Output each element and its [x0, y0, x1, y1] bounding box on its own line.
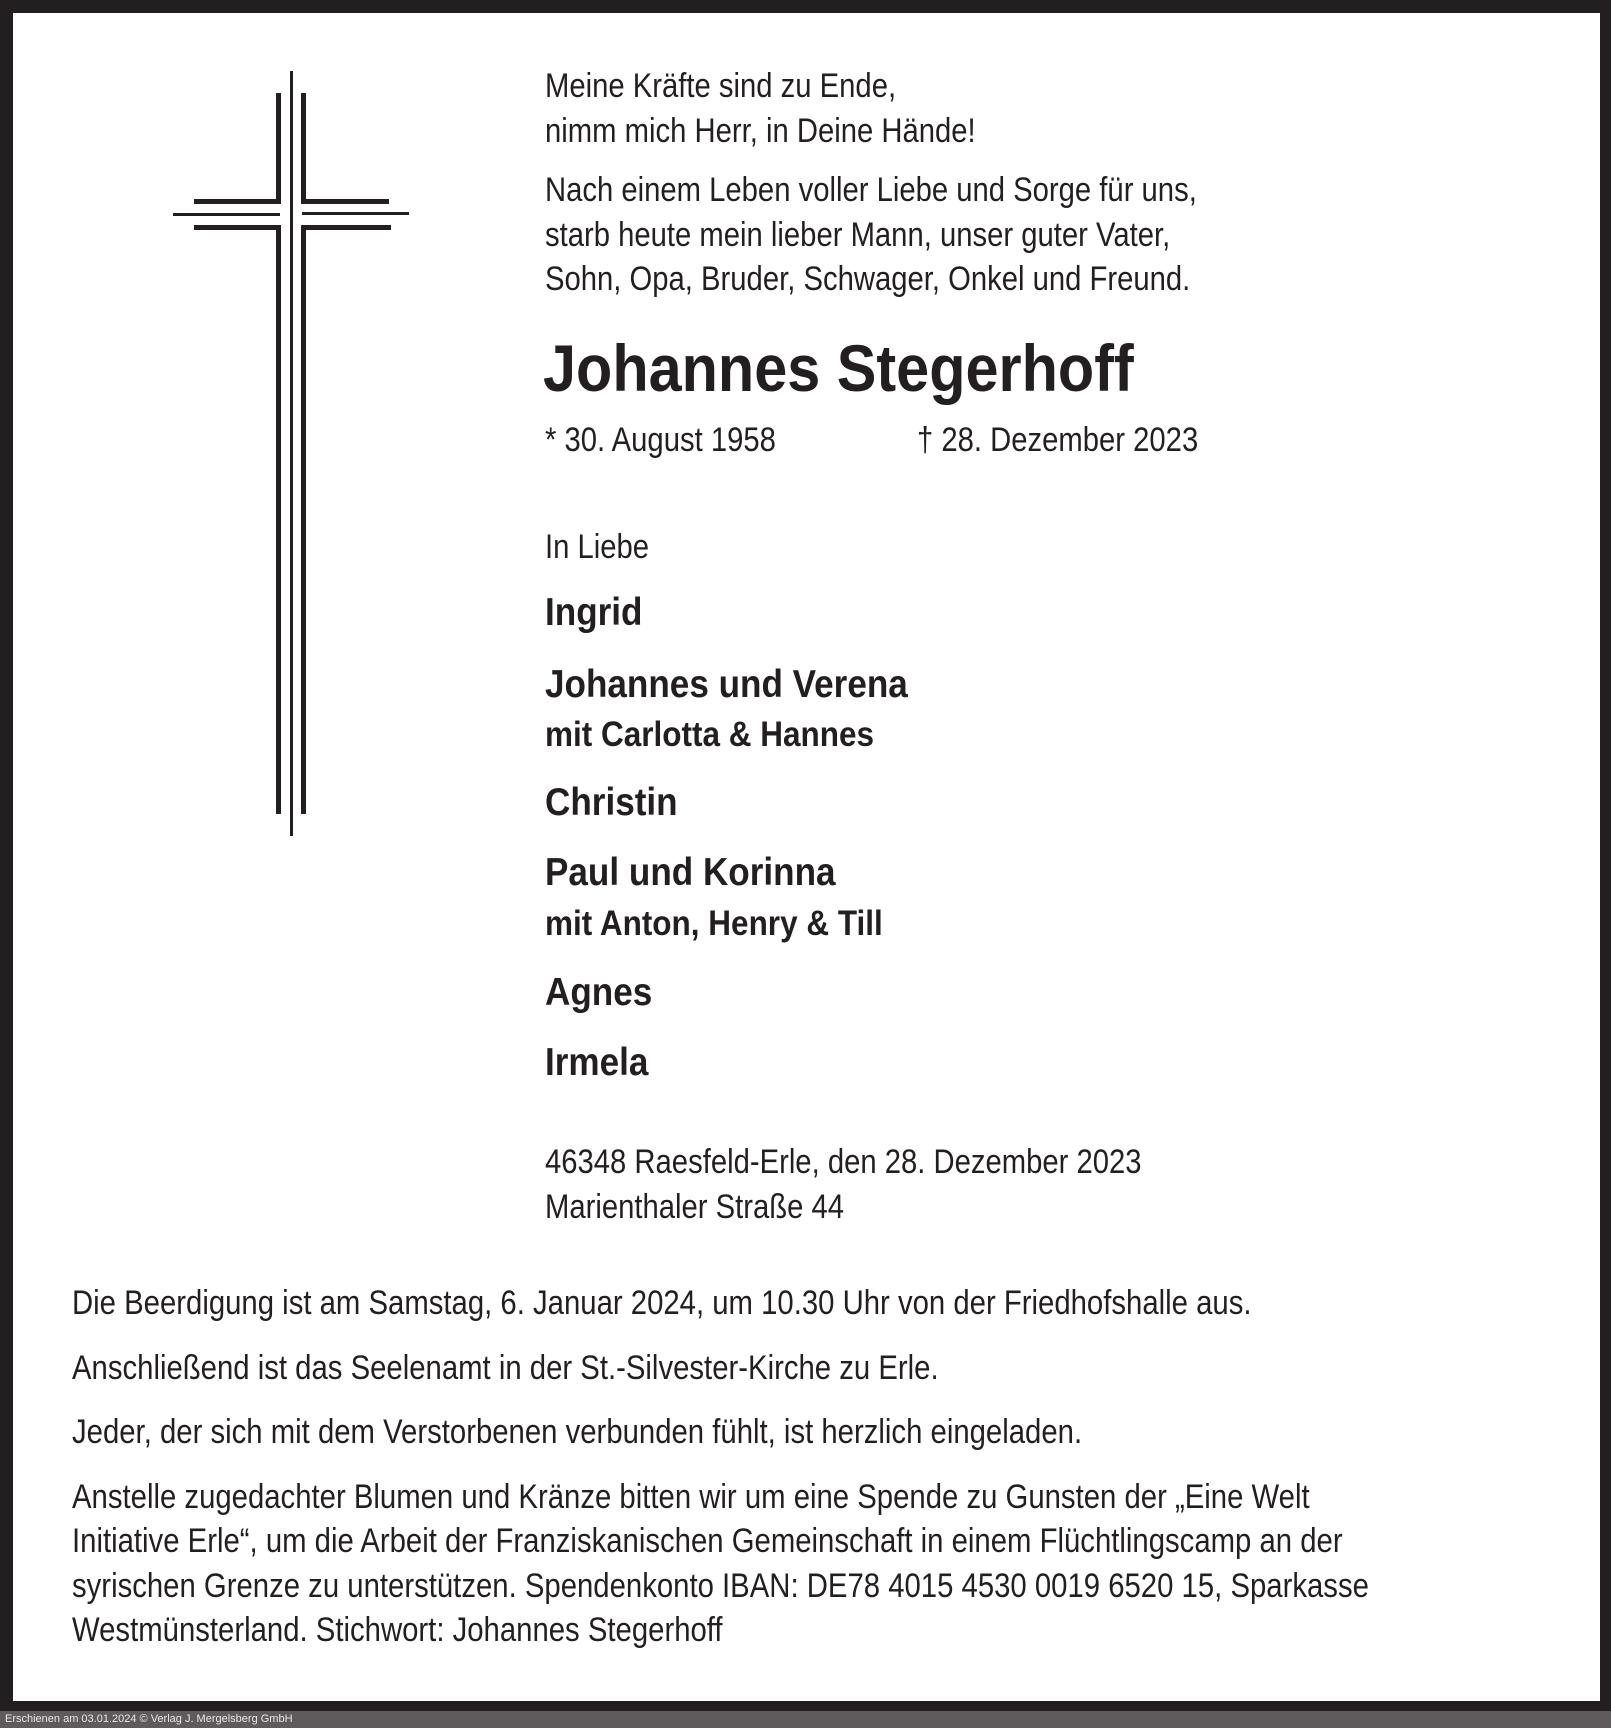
mourner-sub: mit Carlotta & Hannes — [545, 715, 875, 754]
in-love-label: In Liebe — [545, 528, 650, 566]
intro-line: Sohn, Opa, Bruder, Schwager, Onkel und Freund. — [545, 260, 1191, 298]
mourner-name: Agnes — [545, 971, 653, 1014]
mourner-name: Johannes und Verena — [545, 663, 908, 706]
cross-left-horizontal-lower — [194, 225, 281, 230]
mourner-name: Paul und Korinna — [545, 851, 836, 894]
donation-text: Westmünsterland. Stichwort: Johannes Stegerhoff — [72, 1611, 723, 1649]
funeral-info: Anschließend ist das Seelenamt in der St.-Silvester-Kirche zu Erle. — [72, 1349, 939, 1387]
cross-right-horizontal-lower — [301, 225, 391, 230]
publication-credit: Erschienen am 03.01.2024 © Verlag J. Mergelsberg GmbH — [0, 1711, 1611, 1728]
death-date: † 28. Dezember 2023 — [917, 421, 1199, 459]
verse-line: Meine Kräfte sind zu Ende, — [545, 67, 897, 105]
cross-left-horizontal-line — [173, 213, 280, 216]
address-line: Marienthaler Straße 44 — [545, 1188, 845, 1226]
donation-text: Initiative Erle“, um die Arbeit der Franziskanischen Gemeinschaft in einem Flüchtlingscamp an der — [72, 1522, 1343, 1560]
mourner-name: Christin — [545, 781, 678, 824]
mourner-name: Ingrid — [545, 591, 643, 634]
funeral-info: Die Beerdigung ist am Samstag, 6. Januar 2024, um 10.30 Uhr von der Friedhofshalle aus. — [72, 1284, 1252, 1322]
donation-text: Anstelle zugedachter Blumen und Kränze bitten wir um eine Spende zu Gunsten der „Eine Welt — [72, 1478, 1310, 1516]
verse-line: nimm mich Herr, in Deine Hände! — [545, 112, 976, 150]
cross-right-horizontal-upper — [301, 199, 389, 204]
donation-text: syrischen Grenze zu unterstützen. Spendenkonto IBAN: DE78 4015 4530 0019 6520 15, Sparkasse — [72, 1567, 1369, 1605]
mourner-name: Irmela — [545, 1041, 649, 1084]
address-line: 46348 Raesfeld-Erle, den 28. Dezember 2023 — [545, 1143, 1142, 1181]
cross-left-vertical-lower — [276, 225, 281, 814]
cross-left-vertical-upper — [276, 93, 281, 203]
deceased-name: Johannes Stegerhoff — [543, 331, 1134, 405]
cross-center-vertical-line — [290, 71, 293, 836]
birth-date: * 30. August 1958 — [545, 421, 776, 459]
mourner-sub: mit Anton, Henry & Till — [545, 904, 883, 943]
cross-right-horizontal-line — [302, 212, 409, 215]
cross-right-vertical-lower — [301, 225, 306, 814]
funeral-info: Jeder, der sich mit dem Verstorbenen verbunden fühlt, ist herzlich eingeladen. — [72, 1413, 1083, 1451]
cross-left-horizontal-upper — [194, 199, 281, 204]
intro-line: Nach einem Leben voller Liebe und Sorge für uns, — [545, 171, 1197, 209]
intro-line: starb heute mein lieber Mann, unser guter Vater, — [545, 216, 1171, 254]
cross-right-vertical-upper — [301, 93, 306, 203]
